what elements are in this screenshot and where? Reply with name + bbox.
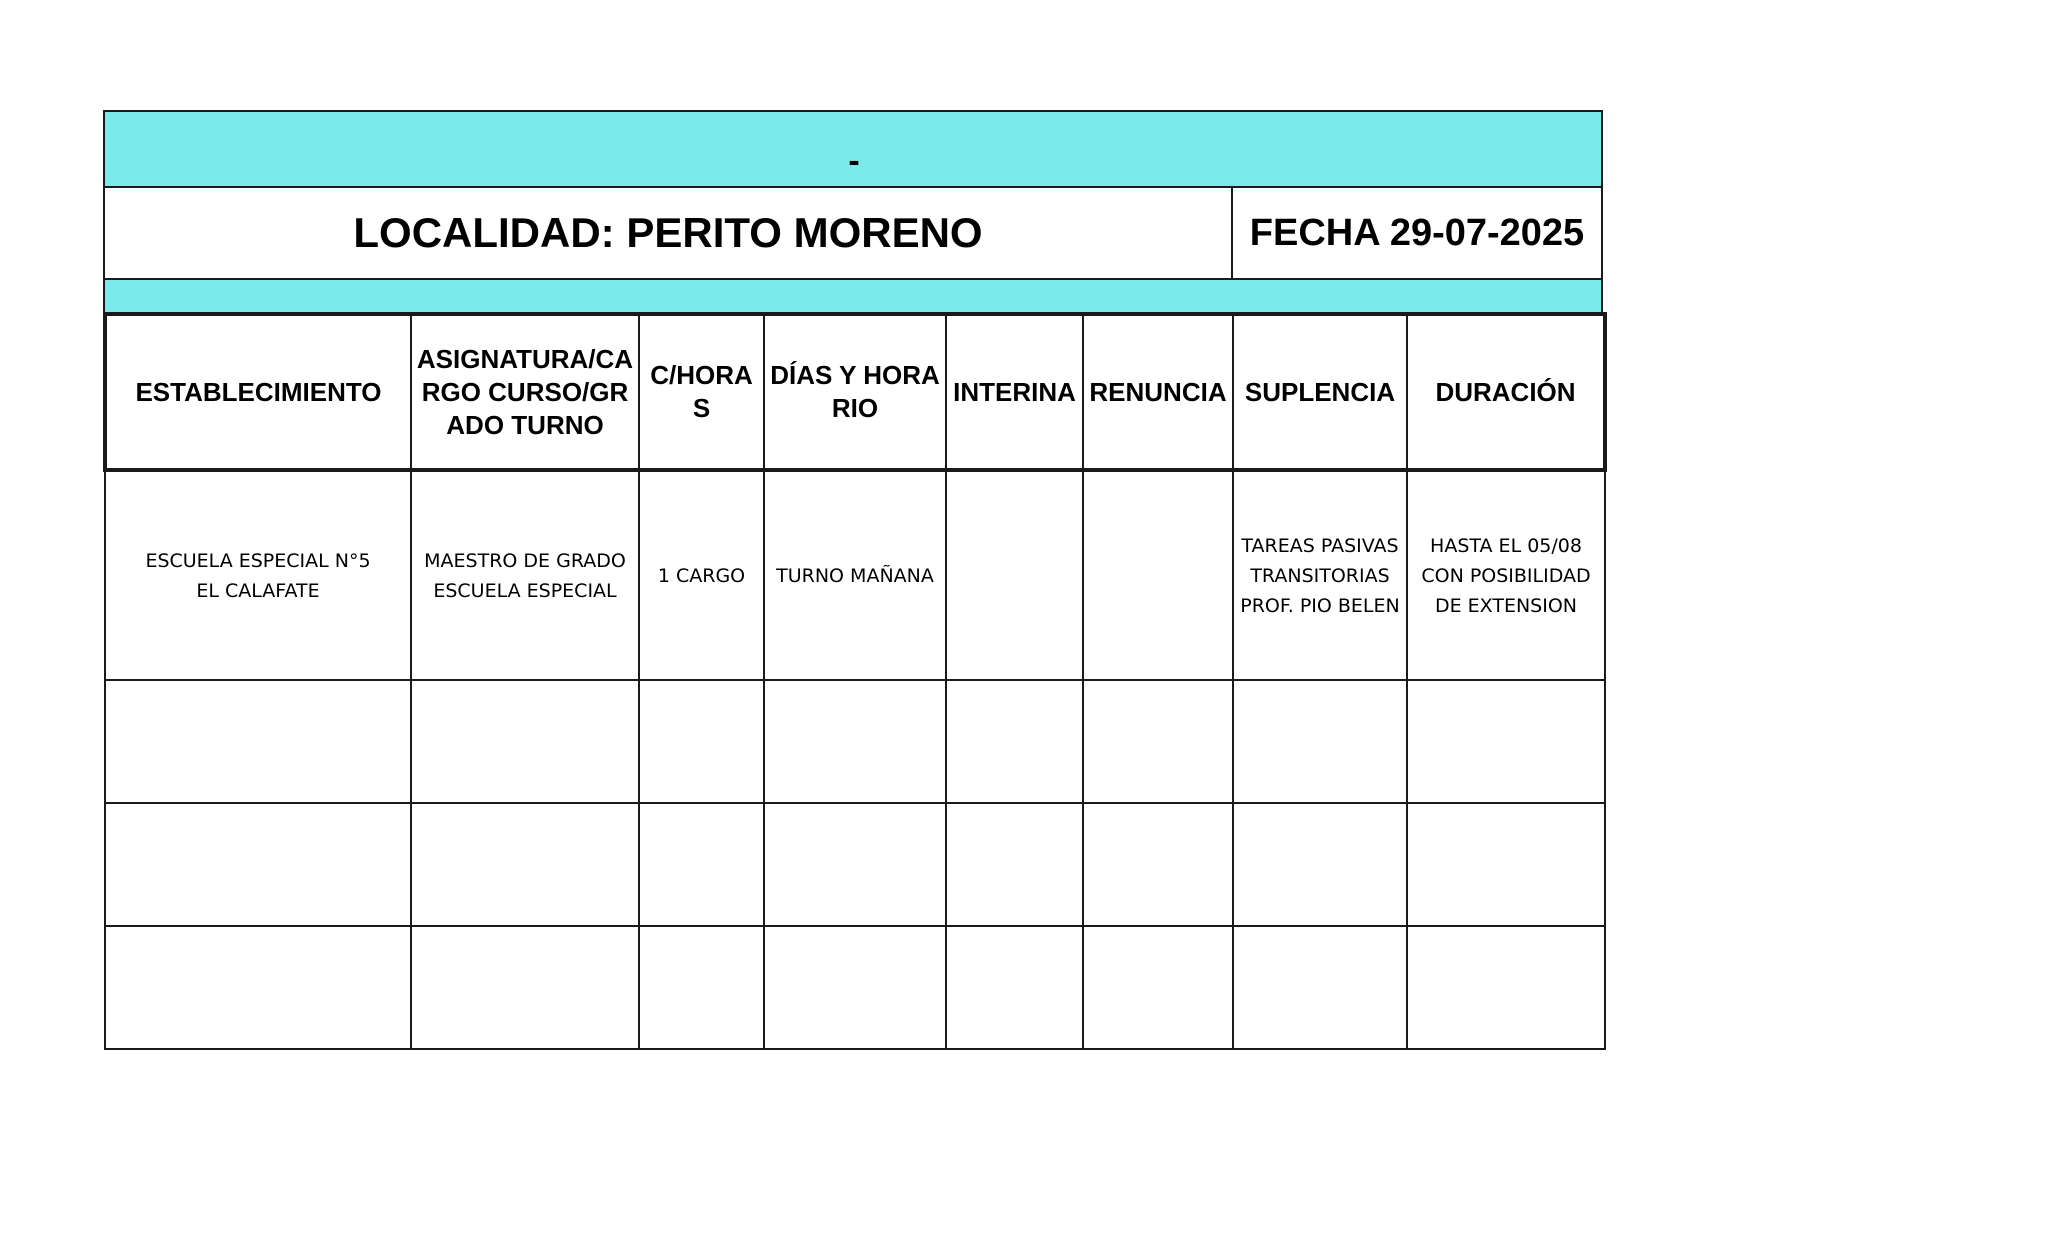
document-sheet bbox=[103, 110, 1603, 1050]
cell-dias-horario bbox=[764, 926, 946, 1049]
col-header-dias-horario: DÍAS Y HORARIO bbox=[764, 314, 946, 470]
cell-suplencia bbox=[1233, 926, 1407, 1049]
col-header-renuncia: RENUNCIA bbox=[1083, 314, 1233, 470]
cell-suplencia bbox=[1233, 680, 1407, 803]
cell-dias-horario bbox=[764, 803, 946, 926]
date-title: FECHA 29-07-2025 bbox=[1249, 211, 1585, 254]
cell-duracion bbox=[1407, 803, 1605, 926]
cell-horas bbox=[639, 803, 764, 926]
col-header-interina: INTERINA bbox=[946, 314, 1083, 470]
cell-asignatura bbox=[411, 803, 639, 926]
table-row bbox=[105, 680, 1605, 803]
table-row bbox=[105, 803, 1605, 926]
cell-establecimiento bbox=[105, 803, 411, 926]
cell-establecimiento bbox=[105, 926, 411, 1049]
cell-dias-horario bbox=[764, 680, 946, 803]
title-row bbox=[103, 188, 1603, 278]
cell-establecimiento: ESCUELA ESPECIAL N°5 EL CALAFATE bbox=[105, 470, 411, 680]
cell-dias-horario: TURNO MAÑANA bbox=[764, 470, 946, 680]
cell-establecimiento bbox=[105, 680, 411, 803]
cell-asignatura: MAESTRO DE GRADO ESCUELA ESPECIAL bbox=[411, 470, 639, 680]
cell-asignatura bbox=[411, 680, 639, 803]
table-row bbox=[105, 470, 1605, 680]
table-header-row bbox=[105, 314, 1605, 470]
cell-suplencia: TAREAS PASIVAS TRANSITORIAS PROF. PIO BELEN bbox=[1233, 470, 1407, 680]
cell-renuncia bbox=[1083, 926, 1233, 1049]
table-row bbox=[105, 926, 1605, 1049]
cell-renuncia bbox=[1083, 803, 1233, 926]
cell-horas: 1 CARGO bbox=[639, 470, 764, 680]
cell-interina bbox=[946, 803, 1083, 926]
cell-duracion bbox=[1407, 680, 1605, 803]
col-header-duracion: DURACIÓN bbox=[1407, 314, 1605, 470]
col-header-horas: C/HORAS bbox=[639, 314, 764, 470]
cell-renuncia bbox=[1083, 680, 1233, 803]
cell-renuncia bbox=[1083, 470, 1233, 680]
positions-table bbox=[103, 312, 1607, 1050]
cell-horas bbox=[639, 680, 764, 803]
locality-title: LOCALIDAD: PERITO MORENO bbox=[105, 188, 1233, 278]
cell-duracion bbox=[1407, 926, 1605, 1049]
cell-suplencia bbox=[1233, 803, 1407, 926]
cell-asignatura bbox=[411, 926, 639, 1049]
separator-band bbox=[103, 278, 1603, 312]
col-header-asignatura: ASIGNATURA/CARGO CURSO/GRADO TURNO bbox=[411, 314, 639, 470]
cell-horas bbox=[639, 926, 764, 1049]
cell-interina bbox=[946, 470, 1083, 680]
cell-duracion: HASTA EL 05/08 CON POSIBILIDAD DE EXTENSION bbox=[1407, 470, 1605, 680]
top-band-text: - bbox=[848, 142, 860, 180]
col-header-establecimiento: ESTABLECIMIENTO bbox=[105, 314, 411, 470]
col-header-suplencia: SUPLENCIA bbox=[1233, 314, 1407, 470]
top-band bbox=[103, 110, 1603, 188]
cell-interina bbox=[946, 680, 1083, 803]
cell-interina bbox=[946, 926, 1083, 1049]
